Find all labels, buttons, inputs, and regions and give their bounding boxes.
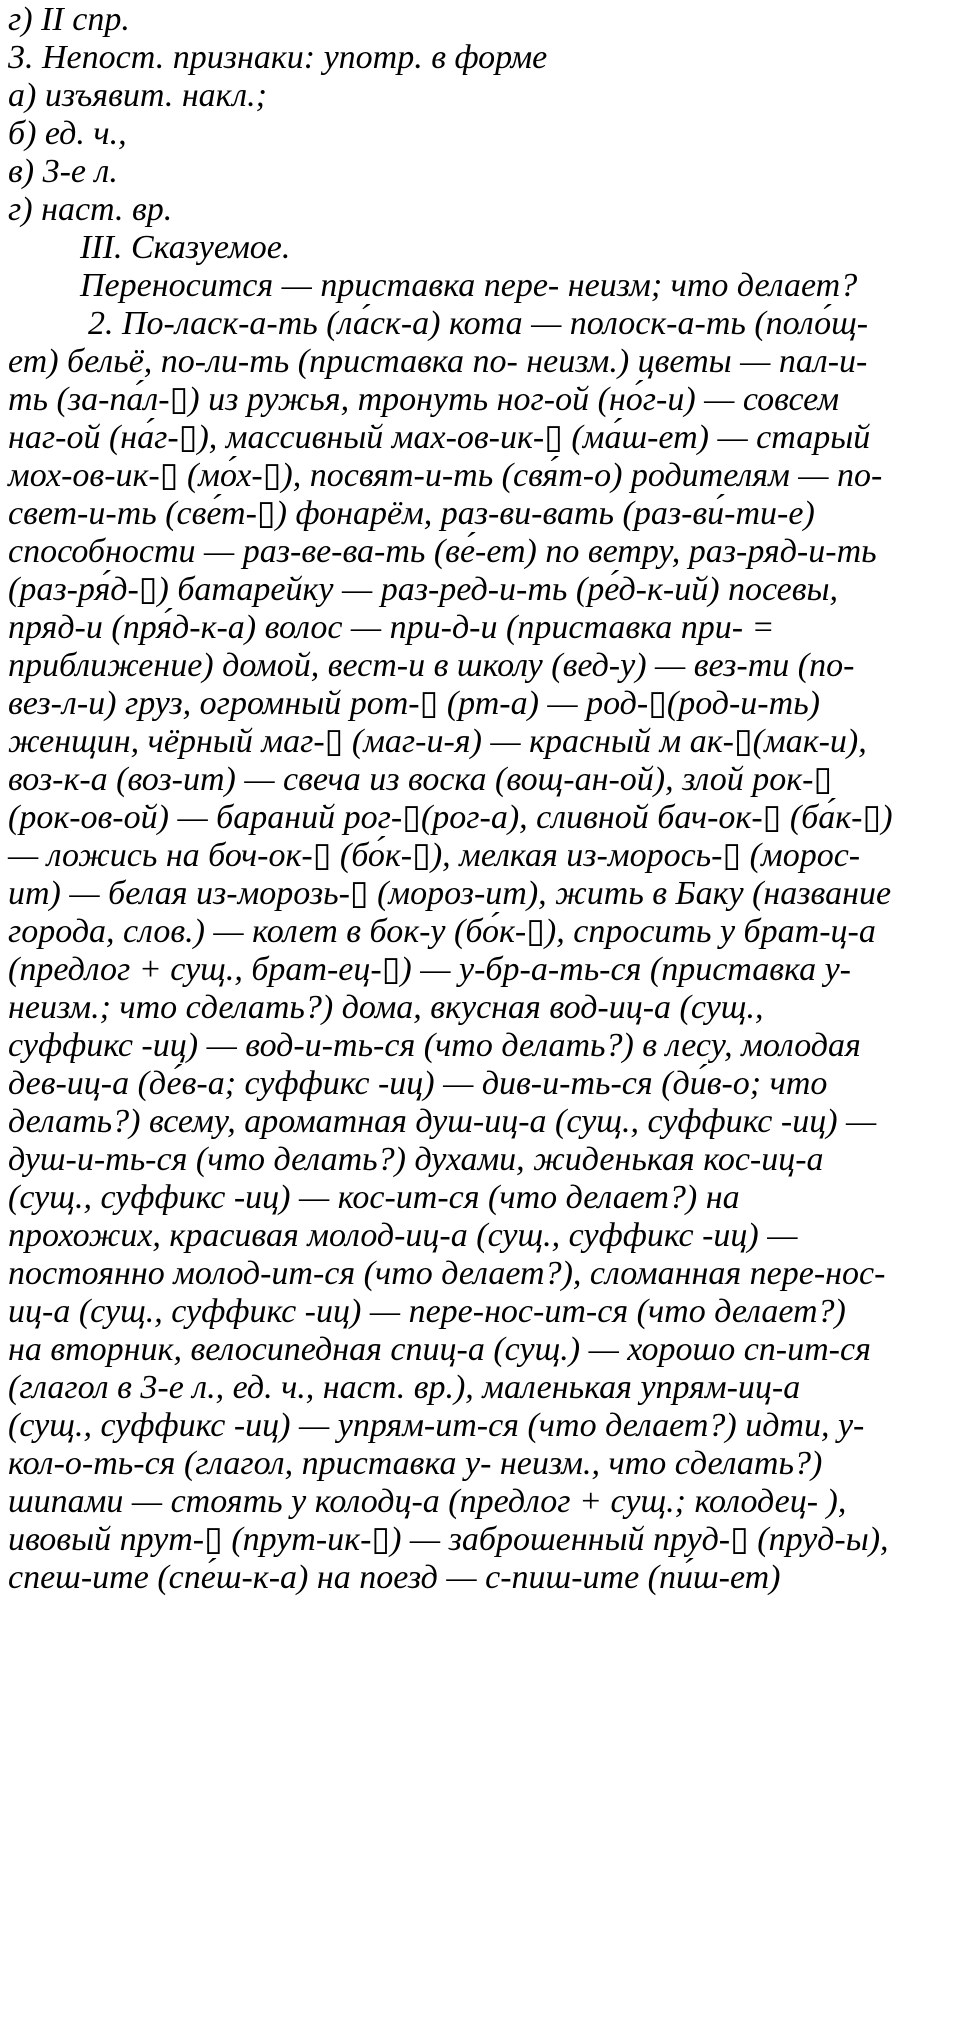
text-line: постоянно молод-ит-ся (что делает?), сломанная пере-нос- (8, 1255, 886, 1292)
text-line: наг-ой (на́г-▯), массивный мах-ов-ик-▯ (ма́ш-ет) — старый (8, 419, 871, 456)
paragraph-start: 2. По-ласк-а-ть (ла́ск-а) кота — полоск-а-ть (поло́щ- (88, 305, 869, 342)
section-heading: III. Сказуемое. (80, 229, 291, 266)
text-line: кол-о-ть-ся (глагол, приставка у- неизм., что сделать?) (8, 1445, 823, 1482)
text-line: спеш-ите (спе́ш-к-а) на поезд — с-пиш-ите (пи́ш-ет) (8, 1559, 781, 1596)
text-line: дев-иц-а (де́в-а; суффикс -иц) — див-и-ть-ся (ди́в-о; что (8, 1065, 828, 1102)
text-line: ет) бельё, по-ли-ть (приставка по- неизм.) цветы — пал-и- (8, 343, 868, 380)
text-line: города, слов.) — колет в бок-у (бо́к-▯), спросить у брат-ц-а (8, 913, 876, 950)
text-line: мох-ов-ик-▯ (мо́х-▯), посвят-и-ть (свя́т-о) родителям — по- (8, 457, 883, 494)
text-line: б) ед. ч., (8, 115, 127, 152)
text-line: — ложись на боч-ок-▯ (бо́к-▯), мелкая из-морось-▯ (морос- (8, 837, 861, 874)
text-line: (рок-ов-ой) — бараний рог-▯(рог-а), сливной бач-ок-▯ (ба́к-▯) (8, 799, 893, 836)
text-line: воз-к-а (воз-ит) — свеча из воска (вощ-ан-ой), злой рок-▯ (8, 761, 833, 798)
text-line: суффикс -иц) — вод-и-ть-ся (что делать?) в лесу, молодая (8, 1027, 861, 1064)
text-line: свет-и-ть (све́т-▯) фонарём, раз-ви-вать (раз-ви́-ти-е) (8, 495, 815, 532)
text-line: иц-а (сущ., суффикс -иц) — пере-нос-ит-ся (что делает?) (8, 1293, 846, 1330)
text-line: Переносится — приставка пере- неизм; что делает? (80, 267, 858, 304)
text-line: на вторник, велосипедная спиц-а (сущ.) — хорошо сп-ит-ся (8, 1331, 871, 1368)
text-line: пряд-и (пря́д-к-а) волос — при-д-и (приставка при- = (8, 609, 775, 646)
text-line: вез-л-и) груз, огромный рот-▯ (рт-а) — род-▯(род-и-ть) (8, 685, 820, 722)
text-line: а) изъявит. накл.; (8, 77, 267, 114)
text-line: способности — раз-ве-ва-ть (ве́-ет) по ветру, раз-ряд-и-ть (8, 533, 877, 570)
text-line: г) наст. вр. (8, 191, 173, 228)
text-line: делать?) всему, ароматная душ-иц-а (сущ., суффикс -иц) — (8, 1103, 877, 1140)
text-line: прохожих, красивая молод-иц-а (сущ., суффикс -иц) — (8, 1217, 798, 1254)
text-line: г) II спр. (8, 1, 130, 38)
text-line: (сущ., суффикс -иц) — кос-ит-ся (что делает?) на (8, 1179, 740, 1216)
text-line: (сущ., суффикс -иц) — упрям-ит-ся (что делает?) идти, у- (8, 1407, 865, 1444)
text-line: ивовый прут-▯ (прут-ик-▯) — заброшенный пруд-▯ (пруд-ы), (8, 1521, 889, 1558)
text-line: ть (за-па́л-▯) из ружья, тронуть ног-ой (но́г-и) — совсем (8, 381, 840, 418)
text-line: (предлог + сущ., брат-ец-▯) — у-бр-а-ть-ся (приставка у- (8, 951, 851, 988)
text-line: (раз-ря́д-▯) батарейку — раз-ред-и-ть (ре́д-к-ий) посевы, (8, 571, 839, 608)
text-line: ит) — белая из-морозь-▯ (мороз-ит), жить в Баку (название (8, 875, 892, 912)
text-line: душ-и-ть-ся (что делать?) духами, жиденькая кос-иц-а (8, 1141, 824, 1178)
text-line: (глагол в 3-е л., ед. ч., наст. вр.), маленькая упрям-иц-а (8, 1369, 801, 1406)
text-line: неизм.; что сделать?) дома, вкусная вод-иц-а (сущ., (8, 989, 764, 1026)
text-line: женщин, чёрный маг-▯ (маг-и-я) — красный м ак-▯(мак-и), (8, 723, 867, 760)
text-line: приближение) домой, вест-и в школу (вед-у) — вез-ти (по- (8, 647, 855, 684)
text-line: шипами — стоять у колодц-а (предлог + сущ.; колодец- ), (8, 1483, 847, 1520)
text-line: 3. Непост. признаки: употр. в форме (8, 39, 548, 76)
text-line: в) 3-е л. (8, 153, 118, 190)
